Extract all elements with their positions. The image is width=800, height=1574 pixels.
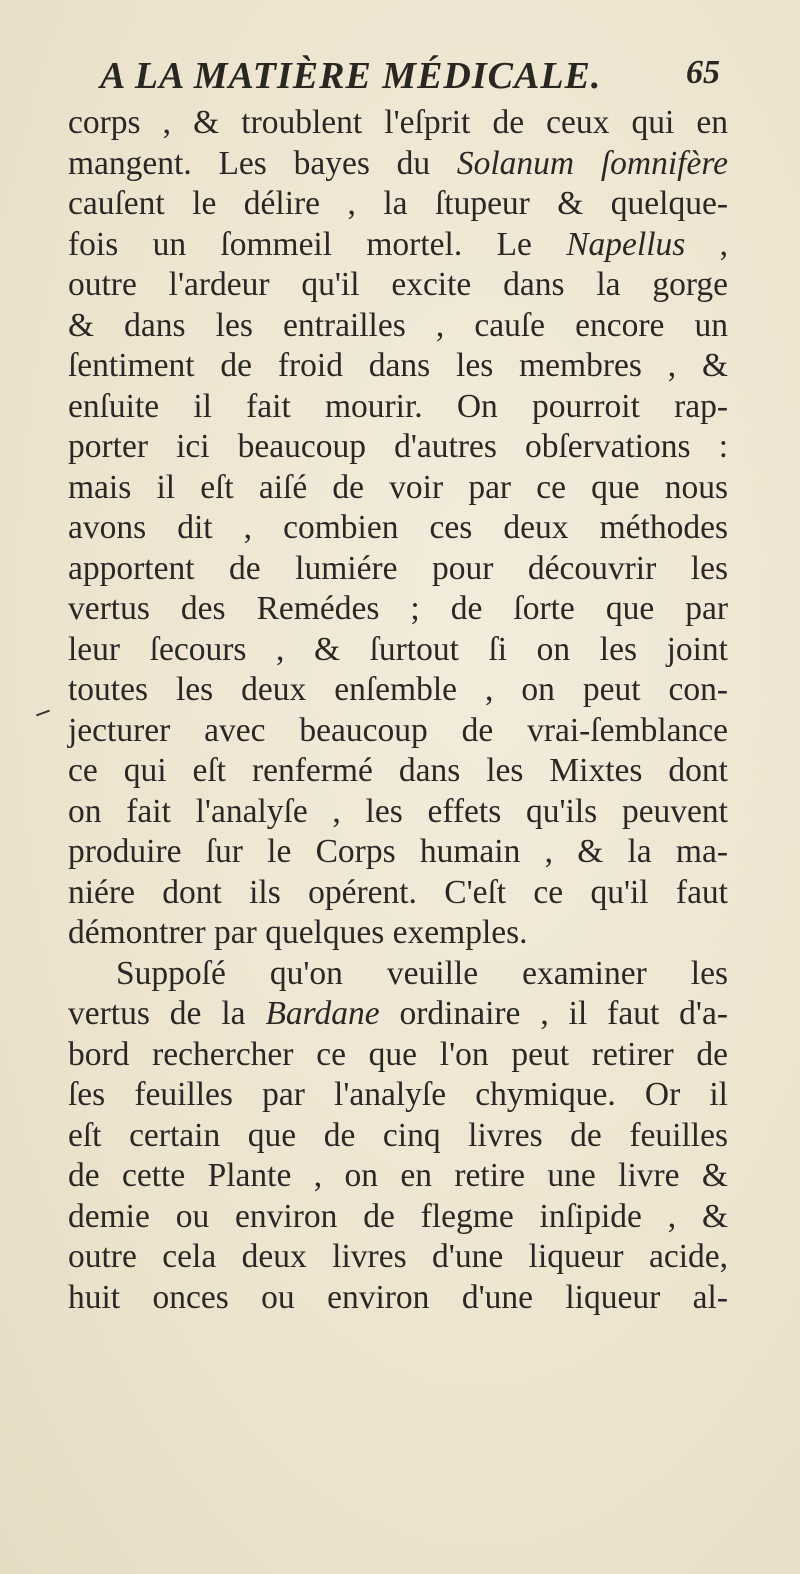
- text-line: [68, 630, 728, 671]
- italic-term: Solanum ſomnifère: [456, 144, 728, 182]
- text-line: [68, 549, 728, 590]
- text-run: mangent. Les bayes du: [68, 144, 457, 182]
- text-line: [68, 346, 728, 387]
- text-run: Suppoſé qu'on veuille examiner les: [116, 954, 728, 992]
- text-run: fois un ſommeil mortel. Le: [68, 225, 567, 263]
- text-run: ,: [685, 225, 729, 263]
- text-line: [68, 954, 728, 995]
- text-line: [68, 670, 728, 711]
- text-run: huit onces ou environ d'une liqueur al-: [68, 1278, 728, 1316]
- text-line: [68, 913, 728, 954]
- text-line: [68, 508, 728, 549]
- text-line: [68, 468, 728, 509]
- text-run: apportent de lumiére pour découvrir les: [68, 549, 728, 587]
- text-run: porter ici beaucoup d'autres obſervations :: [68, 428, 728, 465]
- text-run: bord rechercher ce que l'on peut retirer de: [68, 1035, 728, 1073]
- text-run: eſt certain que de cinq livres de feuilles: [68, 1116, 728, 1154]
- text-run: ordinaire , il faut d'a-: [379, 995, 728, 1032]
- text-line: [68, 1156, 728, 1197]
- text-run: leur ſecours , & ſurtout ſi on les joint: [68, 630, 728, 668]
- text-run: de cette Plante , on en retire une livre &: [68, 1157, 728, 1194]
- text-run: & dans les entrailles , cauſe encore un: [68, 306, 728, 344]
- body-text: [68, 103, 728, 1318]
- text-line: [68, 1278, 728, 1319]
- text-run: on fait l'analyſe , les effets qu'ils peuvent: [68, 792, 728, 830]
- text-line: [68, 832, 728, 873]
- text-run: ſes feuilles par l'analyſe chymique. Or il: [68, 1076, 728, 1113]
- text-line: [68, 144, 728, 185]
- text-line: [68, 711, 728, 752]
- text-run: demie ou environ de flegme inſipide , &: [68, 1197, 728, 1235]
- text-run: toutes les deux enſemble , on peut con-: [68, 671, 728, 708]
- page-number: 65: [686, 54, 720, 91]
- text-run: outre l'ardeur qu'il excite dans la gorge: [68, 266, 728, 303]
- text-run: démontrer par quelques exemples.: [68, 914, 528, 951]
- text-line: [68, 751, 728, 792]
- text-run: jecturer avec beaucoup de vrai-ſemblance: [68, 711, 728, 749]
- text-line: [68, 387, 728, 428]
- text-run: enſuite il fait mourir. On pourroit rap-: [68, 387, 728, 425]
- text-run: vertus des Remédes ; de ſorte que par: [68, 590, 728, 627]
- text-line: [68, 589, 728, 630]
- text-run: niére dont ils opérent. C'eſt ce qu'il faut: [68, 873, 728, 911]
- text-line: [68, 1237, 728, 1278]
- text-line: [68, 225, 728, 266]
- text-run: ſentiment de froid dans les membres , &: [68, 347, 728, 384]
- text-line: [68, 1197, 728, 1238]
- text-line: [68, 306, 728, 347]
- text-line: [68, 994, 728, 1035]
- text-run: avons dit , combien ces deux méthodes: [68, 509, 728, 546]
- text-run: outre cela deux livres d'une liqueur acide,: [68, 1238, 728, 1275]
- text-line: [68, 265, 728, 306]
- text-line: [68, 1116, 728, 1157]
- text-line: [68, 184, 728, 225]
- text-line: [68, 427, 728, 468]
- text-run: produire ſur le Corps humain , & la ma-: [68, 833, 728, 870]
- italic-term: Bardane: [265, 995, 380, 1032]
- margin-mark: [36, 710, 50, 717]
- text-run: vertus de la: [68, 995, 266, 1032]
- text-line: [68, 792, 728, 833]
- text-line: [68, 1035, 728, 1076]
- text-run: cauſent le délire , la ſtupeur & quelque-: [68, 185, 728, 222]
- page-header: [100, 54, 720, 104]
- running-head: A LA MATIÈRE MÉDICALE.: [100, 55, 602, 97]
- text-run: corps , & troublent l'eſprit de ceux qui en: [68, 104, 728, 141]
- text-line: [68, 1075, 728, 1116]
- text-line: [68, 103, 728, 144]
- text-run: ce qui eſt renfermé dans les Mixtes dont: [68, 752, 728, 789]
- text-run: mais il eſt aiſé de voir par ce que nous: [68, 468, 728, 506]
- text-line: [68, 873, 728, 914]
- italic-term: Napellus: [566, 225, 686, 263]
